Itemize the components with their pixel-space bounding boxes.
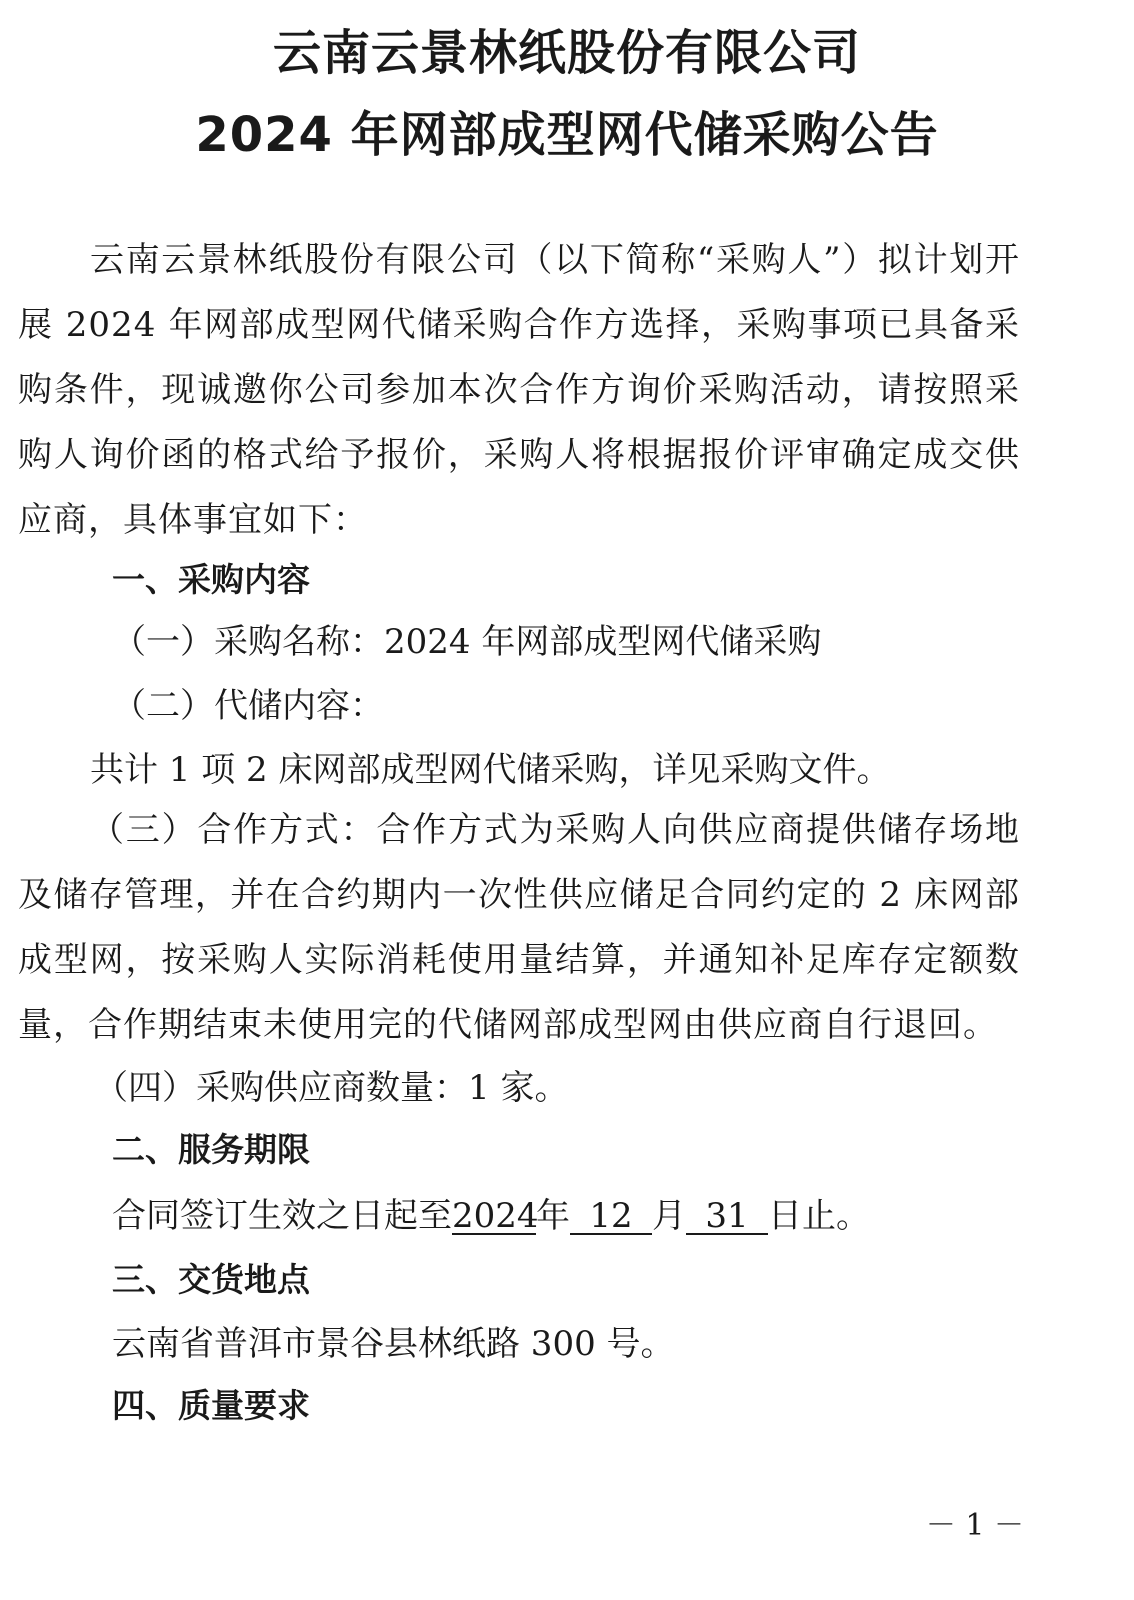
service-period-text: [112, 1196, 870, 1236]
section-1-item-4: （四）采购供应商数量：1 家。: [94, 1068, 569, 1108]
section-1-item-2: （二）代储内容：: [112, 686, 384, 726]
document-title-company: 云南云景林纸股份有限公司: [272, 25, 861, 81]
service-period-year: 2024: [452, 1196, 539, 1236]
page-number: － 1 －: [925, 1508, 1024, 1543]
intro-paragraph: 云南云景林纸股份有限公司（以下简称“采购人”）拟计划开展 2024 年网部成型网代储采购合作方选择，采购事项已具备采购条件，现诚邀你公司参加本次合作方询价采购活动，请按照采购人询价函的格式给予报价，采购人将根据报价评审确定成交供应商，具体事宜如下：: [18, 240, 1020, 540]
section-1-heading: 一、采购内容: [112, 560, 310, 599]
document-title-subject: 2024 年网部成型网代储采购公告: [195, 107, 939, 163]
service-period-year-unit: 年: [536, 1196, 570, 1236]
service-period-day-unit: 日止。: [768, 1196, 870, 1236]
section-1-item-1: （一）采购名称：2024 年网部成型网代储采购: [112, 622, 822, 662]
service-period-month: 12: [570, 1199, 652, 1235]
delivery-address: 云南省普洱市景谷县林纸路 300 号。: [112, 1324, 675, 1364]
section-1-item-3: （三）合作方式：合作方式为采购人向供应商提供储存场地及储存管理，并在合约期内一次性供应储足合同约定的 2 床网部成型网，按采购人实际消耗使用量结算，并通知补足库存定额数量，合作期结束未使用完的代储网部成型网由供应商自行退回。: [18, 810, 1020, 1045]
service-period-prefix: 合同签订生效之日起至: [112, 1196, 452, 1236]
section-4-heading: 四、质量要求: [112, 1386, 310, 1425]
section-3-heading: 三、交货地点: [112, 1260, 310, 1299]
service-period-day: 31: [686, 1199, 768, 1235]
section-2-heading: 二、服务期限: [112, 1130, 310, 1169]
section-1-item-2-text: 共计 1 项 2 床网部成型网代储采购，详见采购文件。: [90, 750, 891, 790]
service-period-month-unit: 月: [652, 1196, 686, 1236]
